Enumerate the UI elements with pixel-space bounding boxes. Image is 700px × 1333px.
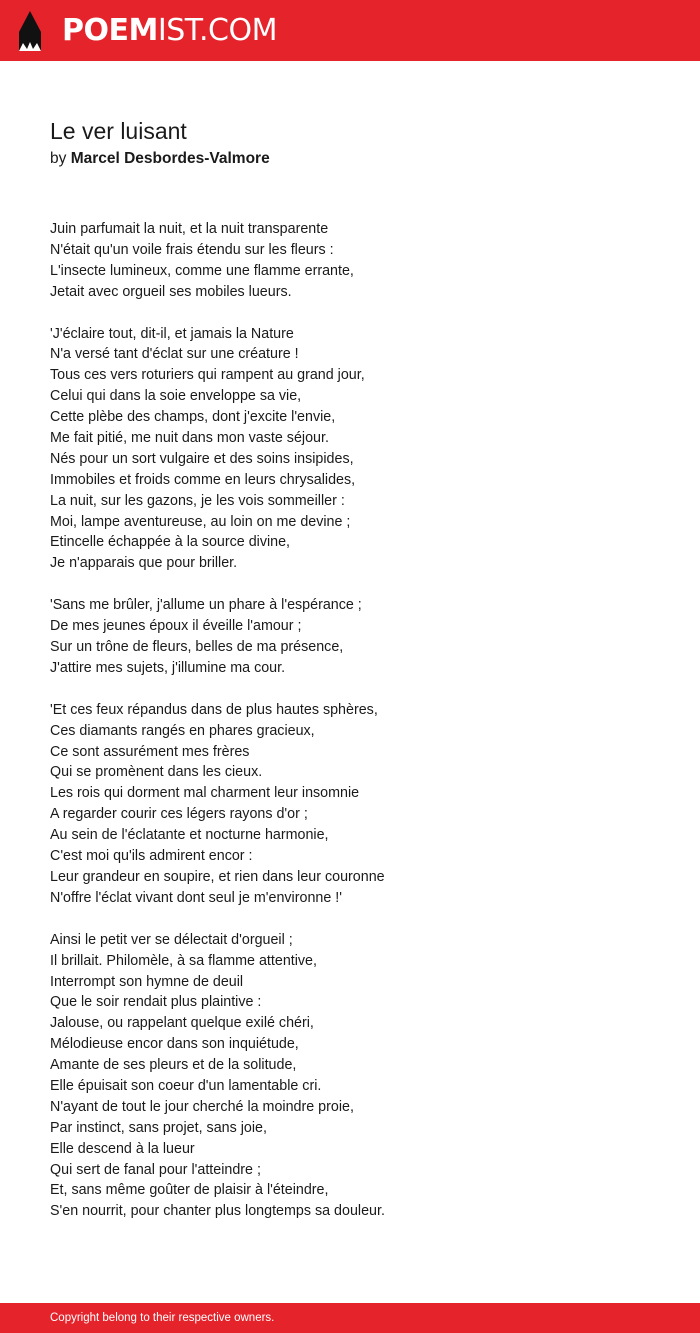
- poem-line: Me fait pitié, me nuit dans mon vaste séjour.: [50, 430, 329, 447]
- logo-text-light: IST.COM: [157, 12, 277, 48]
- poem-line: N'ayant de tout le jour cherché la moindre proie,: [50, 1098, 354, 1115]
- poem-line: Par instinct, sans projet, sans joie,: [50, 1119, 267, 1136]
- poem-line: Leur grandeur en soupire, et rien dans leur couronne: [50, 868, 385, 885]
- copyright-text: Copyright belong to their respective owners.: [50, 1312, 275, 1324]
- poem-line: Ainsi le petit ver se délectait d'orgueil ;: [50, 931, 293, 948]
- poem-line: S'en nourrit, pour chanter plus longtemps sa douleur.: [50, 1203, 385, 1220]
- poem-line: Moi, lampe aventureuse, au loin on me devine ;: [50, 513, 351, 530]
- poem-line: 'Sans me brûler, j'allume un phare à l'espérance ;: [50, 597, 362, 614]
- poem-line: J'attire mes sujets, j'illumine ma cour.: [50, 659, 286, 676]
- poem-line: A regarder courir ces légers rayons d'or ;: [50, 806, 308, 823]
- poem-line: Tous ces vers roturiers qui rampent au grand jour,: [50, 367, 365, 384]
- site-header: [0, 0, 700, 61]
- byline-prefix: by: [50, 150, 67, 167]
- stanza: [50, 595, 670, 679]
- poem-line: Ce sont assurément mes frères: [50, 743, 250, 760]
- poem-line: Elle descend à la lueur: [50, 1140, 195, 1157]
- poem-line: N'était qu'un voile frais étendu sur les fleurs :: [50, 241, 334, 258]
- site-footer: [0, 1303, 700, 1333]
- poem-title: Le ver luisant: [50, 118, 187, 144]
- logo-text-bold: POEM: [62, 12, 158, 48]
- poem-line: De mes jeunes époux il éveille l'amour ;: [50, 618, 302, 635]
- poem-line: Etincelle échappée à la source divine,: [50, 534, 291, 551]
- byline: [50, 148, 270, 170]
- poem-line: Immobiles et froids comme en leurs chrysalides,: [50, 471, 356, 488]
- poem-line: Qui sert de fanal pour l'atteindre ;: [50, 1161, 261, 1178]
- poem-line: Celui qui dans la soie enveloppe sa vie,: [50, 388, 302, 405]
- poem-line: Qui se promènent dans les cieux.: [50, 764, 263, 781]
- poem-line: Les rois qui dorment mal charment leur insomnie: [50, 785, 360, 802]
- poem-body: [50, 219, 670, 1243]
- author-name: Marcel Desbordes-Valmore: [70, 150, 270, 167]
- stanza: [50, 219, 670, 303]
- poem-line: N'a versé tant d'éclat sur une créature !: [50, 346, 299, 363]
- poem-line: Jalouse, ou rappelant quelque exilé chéri,: [50, 1015, 314, 1032]
- stanza: [50, 930, 670, 1222]
- poem-line: Cette plèbe des champs, dont j'excite l'envie,: [50, 409, 336, 426]
- poem-line: Jetait avec orgueil ses mobiles lueurs.: [50, 283, 292, 300]
- poem-line: Que le soir rendait plus plaintive :: [50, 994, 262, 1011]
- poem-line: Nés pour un sort vulgaire et des soins insipides,: [50, 450, 354, 467]
- site-logo[interactable]: [62, 12, 277, 48]
- poem-line: L'insecte lumineux, comme une flamme errante,: [50, 262, 354, 279]
- poem-line: N'offre l'éclat vivant dont seul je m'environne !': [50, 889, 342, 906]
- poem-line: Il brillait. Philomèle, à sa flamme attentive,: [50, 952, 317, 969]
- stanza: [50, 700, 670, 909]
- poem-line: Elle épuisait son coeur d'un lamentable cri.: [50, 1077, 322, 1094]
- poem-line: C'est moi qu'ils admirent encor :: [50, 848, 253, 865]
- poem-line: Je n'apparais que pour briller.: [50, 555, 238, 572]
- poem-line: Au sein de l'éclatante et nocturne harmonie,: [50, 827, 329, 844]
- poem-line: Ces diamants rangés en phares gracieux,: [50, 722, 315, 739]
- poem-line: Juin parfumait la nuit, et la nuit transparente: [50, 221, 329, 237]
- poem-line: La nuit, sur les gazons, je les vois sommeiller :: [50, 492, 345, 509]
- pencil-icon: [18, 10, 42, 52]
- poem-line: Et, sans même goûter de plaisir à l'éteindre,: [50, 1182, 329, 1199]
- poem-line: 'Et ces feux répandus dans de plus hautes sphères,: [50, 701, 378, 718]
- stanza: [50, 324, 670, 575]
- poem-line: Interrompt son hymne de deuil: [50, 973, 244, 990]
- poem-line: Sur un trône de fleurs, belles de ma présence,: [50, 639, 344, 656]
- poem-line: 'J'éclaire tout, dit-il, et jamais la Nature: [50, 325, 294, 342]
- poem-line: Amante de ses pleurs et de la solitude,: [50, 1057, 297, 1074]
- poem-line: Mélodieuse encor dans son inquiétude,: [50, 1036, 299, 1053]
